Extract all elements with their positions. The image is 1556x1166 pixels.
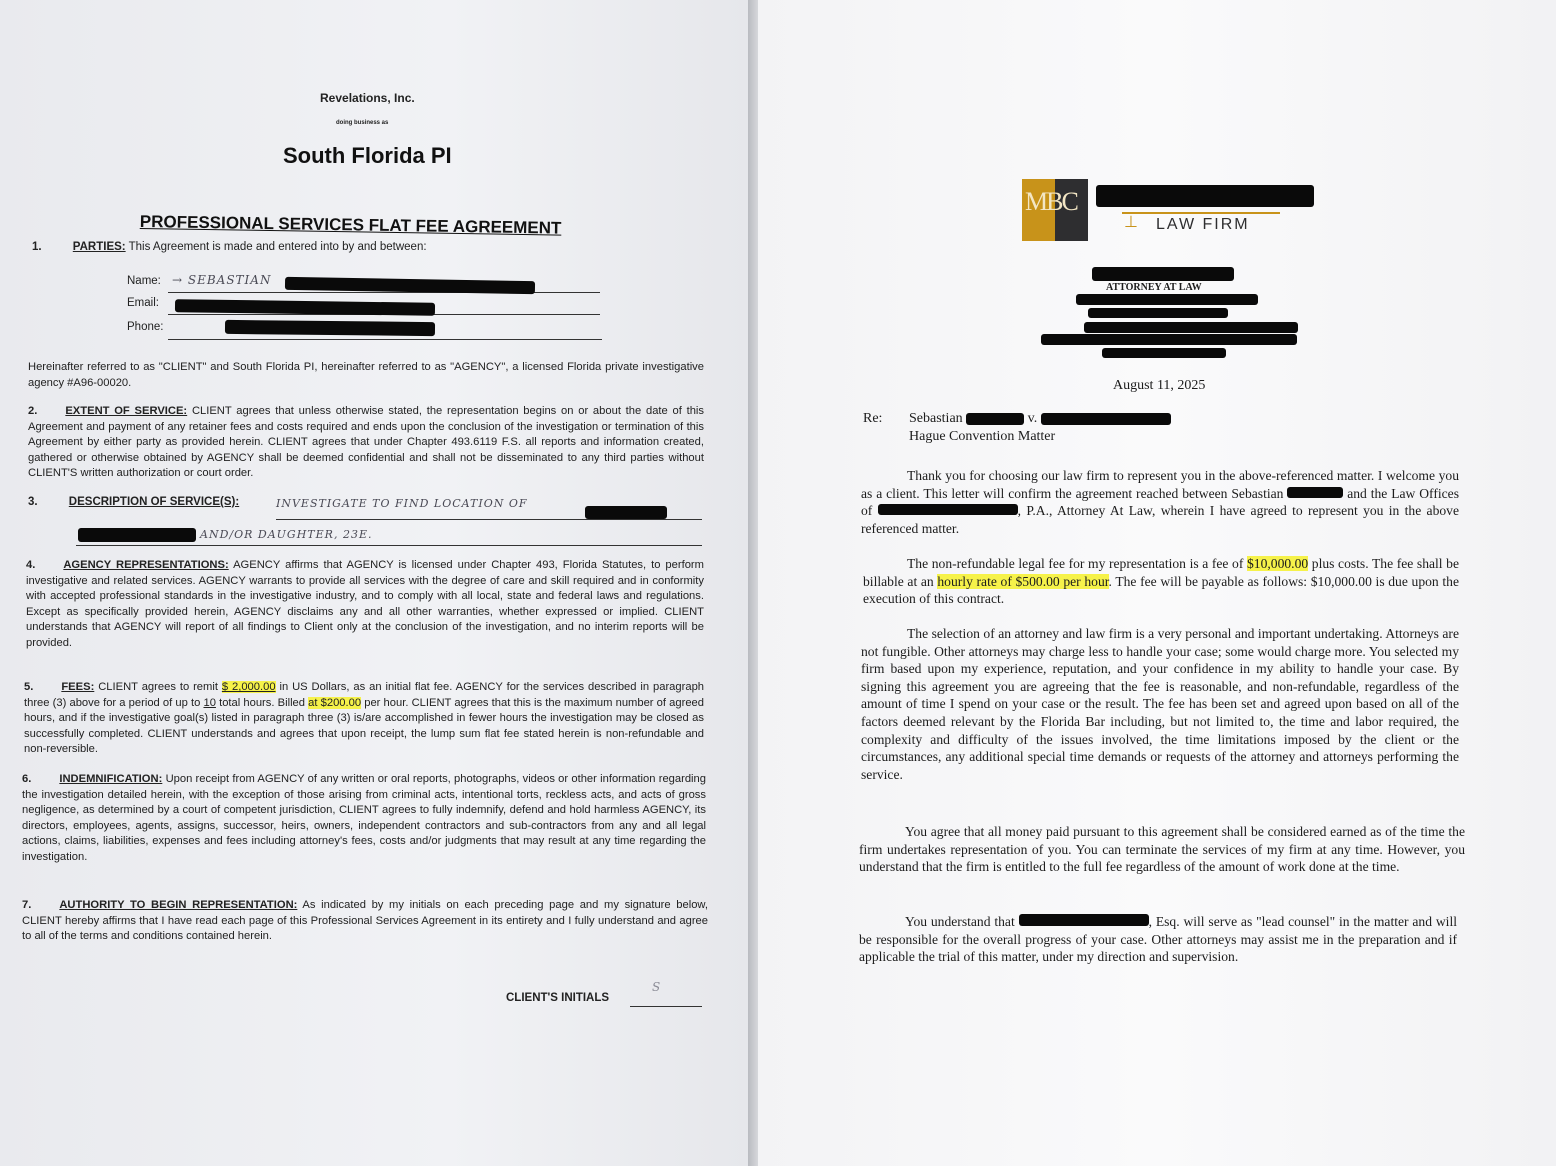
page-gutter [748,0,758,1166]
redaction-re-1 [966,413,1024,425]
logo-rule [1122,212,1280,214]
section-text: AGENCY affirms that AGENCY is licensed under Chapter 493, Florida Statutes, to perform investigative and related services. AGENCY warrants to provide all services with the degree of care and skill required and in conformity with accepted professional standards in the investigative industry, and to comply with all local, state and federal laws and regulations. Except as specifically provided herein, AGENCY disclaims any and all other warranties, whether expressed or implied. CLIENT understands that AGENCY will report of all findings to Client only at the conclusion of the investigation, and no interim reports will be provided. [26,559,704,649]
section-heading: EXTENT OF SERVICE: [65,405,188,417]
initials-line [630,1006,702,1007]
paragraph-1: Thank you for choosing our law firm to represent you in the above-referenced matter. I welcome you as a client. This letter will confirm the agreement reached between Sebastian and the Law Offices of , P.A., Attorney At Law, wherein I have agreed to represent you in the above referenced matter. [861,468,1460,536]
section-number: 4. [26,559,36,571]
section-1 [32,241,427,253]
paragraph-3: The selection of an attorney and law firm is a very personal and important undertaking. Attorneys are not fungible. Other attorneys may charge less to handle your case; some would charge more. You selected my firm based upon my experience, reputation, and your confidence in my ability to handle your case. By signing this agreement you are agreeing that the fee is reasonable, and non-refundable, regardless of the amount of time I spend on your case or the result. The fee has been set and agreed upon based on all of the factors deemed relevant by the Florida Bar including, but not limited to, the time and labor required, the complexity and difficulty of the issues involved, the time limitations imposed by the client or the circumstances, any additional special time demands or requests of the attorney and attorneys performing the service. [861,626,1459,782]
redaction-attorney-name [1092,267,1234,281]
service-line-1 [276,519,702,520]
phone-line [168,339,602,340]
dba-text: doing business as [336,120,389,126]
logo-letters: MBC [1025,187,1077,216]
attorney-title: ATTORNEY AT LAW [1106,282,1202,293]
redaction-address-2 [1088,308,1228,318]
section-number: 7. [22,899,32,911]
paragraph-2: The non-refundable legal fee for my representation is a fee of $10,000.00 plus costs. The fee shall be billable at an hourly rate of $500.00 per hour. The fee will be payable as follows: $10,000.00 is due upon the execution of this contract. [863,556,1459,607]
initials-label: CLIENT'S INITIALS [506,992,610,1004]
agreement-title: PROFESSIONAL SERVICES FLAT FEE AGREEMENT [139,212,562,238]
re-line-1: Sebastian v. [909,411,1171,427]
service-handwritten-2: AND/OR DAUGHTER, 23E. [200,528,373,541]
letter-date: August 11, 2025 [1113,378,1206,393]
section-text: This Agreement is made and entered into by and between: [128,241,427,253]
left-page-agreement [0,0,748,1166]
re-label: Re: [863,411,883,426]
redaction-address-4 [1041,334,1297,345]
section-number: 2. [28,405,38,417]
paragraph-4: You agree that all money paid pursuant to this agreement shall be considered earned as of the time the firm undertakes representation of you. You can terminate the services of my firm at any time. However, you understand that the firm is entitled to the full fee regardless of the amount of work done at the time. [859,824,1465,875]
company-name: Revelations, Inc. [320,91,415,105]
redaction-address-1 [1076,294,1258,305]
redaction-service-1 [585,506,667,519]
section-text: CLIENT agrees to remit [98,681,218,693]
section-number: 6. [22,773,32,785]
section-6 [22,772,706,865]
redaction-p1-1 [1287,487,1343,498]
service-line-2 [76,545,702,546]
section-number: 1. [32,241,42,253]
redaction-address-5 [1102,348,1226,358]
redaction-address-3 [1084,322,1298,333]
section-text: As indicated by my initials on each preceding page and my signature below, CLIENT hereby affirms that I have read each page of this Professional Services Agreement in its entirety and I fully understand and agree to all of the terms and conditions contained herein. [22,899,708,942]
right-page-letter [758,0,1556,1166]
email-label: Email: [127,297,159,309]
phone-label: Phone: [127,321,164,333]
redaction-firm-name [1096,185,1314,207]
section-4 [26,558,704,651]
rate-highlight: at $200.00 [308,696,362,709]
fee-amount-highlight: $ 2,000.00 [221,681,276,693]
section-heading: INDEMNIFICATION: [59,773,163,785]
paragraph-5: You understand that , Esq. will serve as "lead counsel" in the matter and will be responsible for the overall progress of your case. Other attorneys may assist me in the preparation and if applicable the trial of this matter, under my direction and supervision. [859,914,1457,965]
redaction-p1-2 [878,504,1018,515]
name-handwritten: → SEBASTIAN [172,273,272,287]
firm-logo [1022,179,1088,241]
law-firm-text: LAW FIRM [1156,216,1250,233]
hours-value: 10 [203,696,216,709]
name-label: Name: [127,275,161,287]
scales-icon: ⊥ [1124,214,1138,231]
section-text: Upon receipt from AGENCY of any written or oral reports, photographs, videos or other information regarding the investigation detailed herein, with the exception of those arising from criminal acts, intentional torts, reckless acts, and acts of gross negligence, as determined by a court of competent jurisdiction, CLIENT agrees to fully indemnify, defend and hold harmless AGENCY, its directors, employees, agents, assigns, successor, heirs, owners, independent contractors and sub-contractors from any and all legal actions, claims, liabilities, expenses and fees including attorney's fees, costs and/or judgments that may result at any time regarding the investigation. [22,773,706,863]
section-heading: PARTIES: [72,241,126,253]
redaction-service-2 [78,528,196,542]
section-heading: AGENCY REPRESENTATIONS: [63,559,229,571]
brand-name: South Florida PI [283,143,452,168]
name-line [168,292,600,293]
service-handwritten-1: INVESTIGATE TO FIND LOCATION OF [276,497,528,510]
section-heading: DESCRIPTION OF SERVICE(S): [68,496,240,508]
section-5: 5. FEES: CLIENT agrees to remit $ 2,000.00 in US Dollars, as an initial flat fee. AGENCY for the services described in paragraph three (3) above for a period of up to 10 total hours. Billed at $200.00 per hour. CLIENT agrees that this is the maximum number of agreed hours, and if the investigative goal(s) listed in paragraph three (3) is/are accomplished in fewer hours the investigation may be closed as successfully completed. CLIENT understands and agrees that upon receipt, the lump sum flat fee stated herein is non-refundable and non-reversible. [24,681,705,755]
section-number: 3. [28,496,38,508]
section-text: CLIENT agrees that unless otherwise stated, the representation begins on or about the date of this Agreement and payment of any retainer fees and costs required and ends upon the conclusion of the investigation or termination of this Agreement by either party as provided herein. CLIENT agrees that under Chapter 493.6119 F.S. all reports and information created, gathered or otherwise obtained by AGENCY shall be deemed confidential and shall not be disseminated to any third parties without CLIENT'S written authorization or court order. [28,405,705,479]
section-number: 5. [24,681,34,693]
redaction-re-2 [1041,413,1171,425]
re-line-2: Hague Convention Matter [909,429,1056,444]
fee-highlight: $10,000.00 [1247,556,1309,571]
hereinafter-paragraph: Hereinafter referred to as "CLIENT" and South Florida PI, hereinafter referred to as "AGENCY", a licensed Florida private investigative agency #A96-00020. [28,361,704,389]
section-2 [28,404,704,482]
redaction-phone [225,320,435,336]
section-7 [22,898,708,945]
section-heading: FEES: [61,681,95,693]
redaction-lead-counsel [1019,914,1149,926]
section-heading: AUTHORITY TO BEGIN REPRESENTATION: [59,899,298,911]
section-3 [28,496,239,508]
hourly-rate-highlight: hourly rate of $500.00 per hour [937,573,1109,589]
initials-handwritten: S [652,980,662,994]
